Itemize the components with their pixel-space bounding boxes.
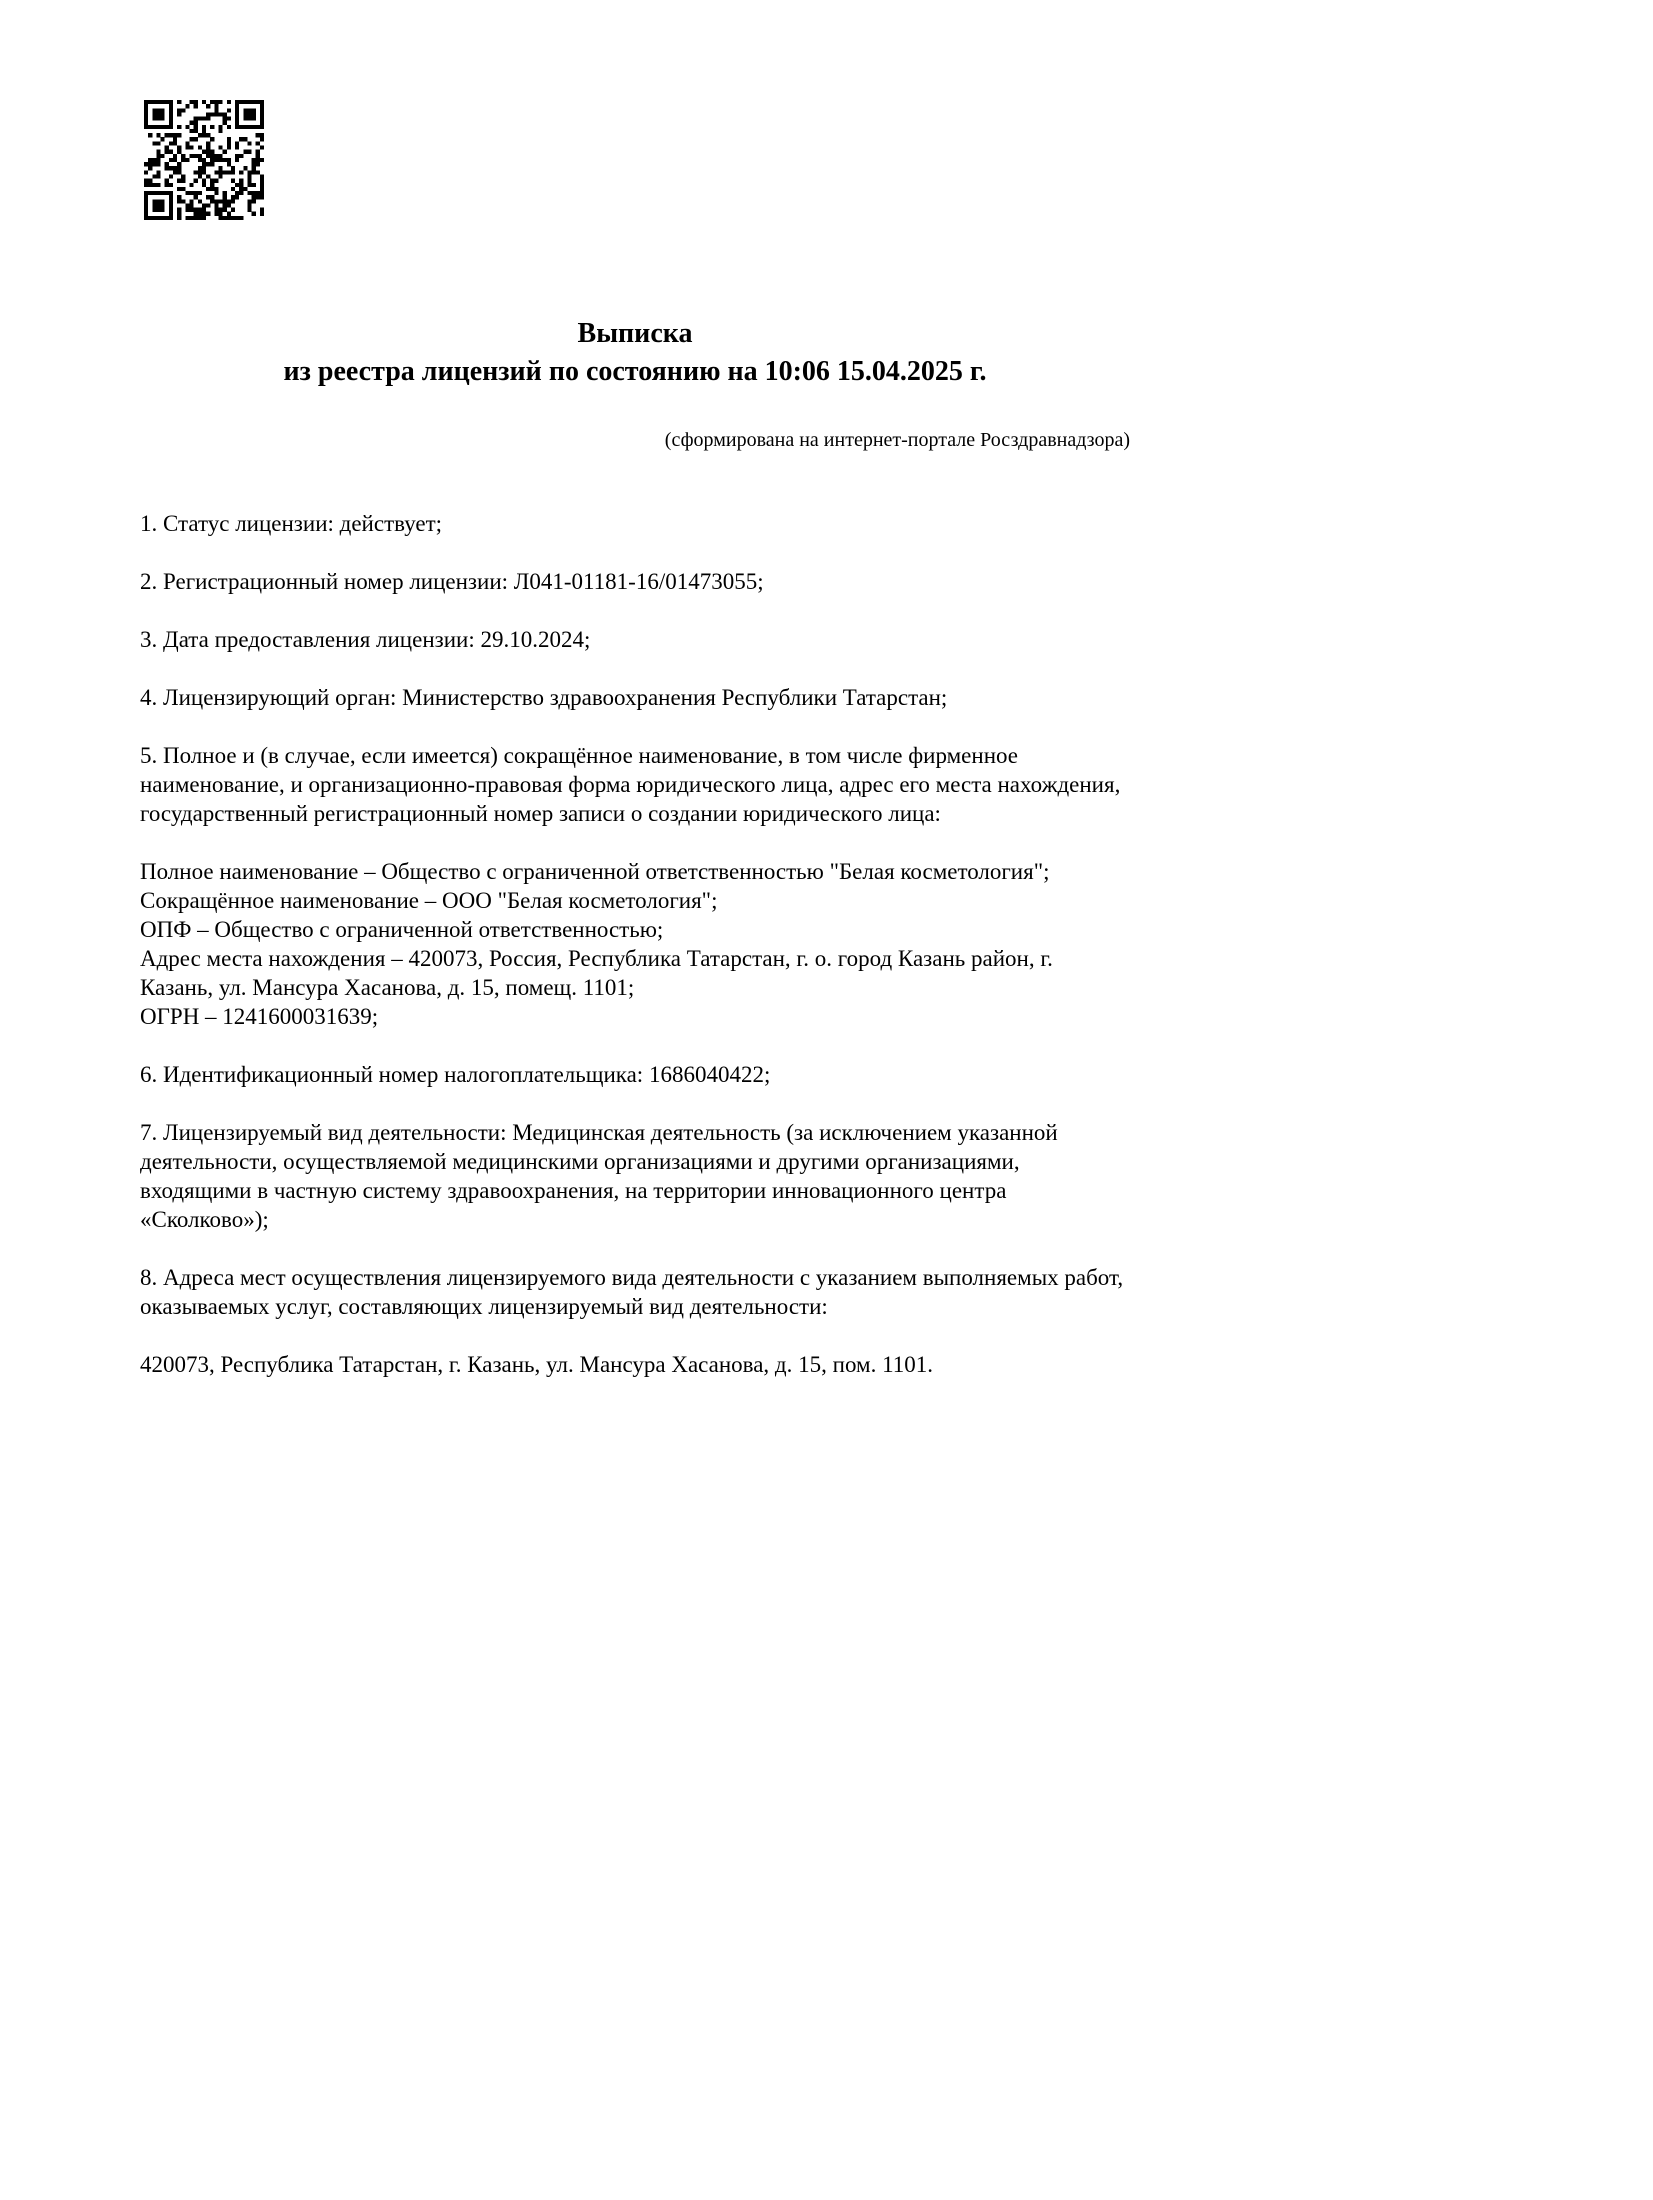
clause8-heading: 8. Адреса мест осуществления лицензируемого вида деятельности с указанием выполняемых работ, оказываемых услуг, составляющих лицензируемый вид деятельности: <box>140 1265 1124 1319</box>
ogrn-line: ОГРН – 1241600031639; <box>140 1004 379 1029</box>
full-name-line: Полное наименование – Общество с ограниченной ответственностью "Белая косметология"; <box>140 859 1050 884</box>
status-line: 1. Статус лицензии: действует; <box>140 511 443 536</box>
short-name-line: Сокращённое наименование – ООО "Белая косметология"; <box>140 888 718 913</box>
document-content <box>140 0 1130 1408</box>
address-line: Адрес места нахождения – 420073, Россия, Республика Татарстан, г. о. город Казань район, г. Казань, ул. Мансура Хасанова, д. 15, помещ. 1101; <box>140 946 1053 1000</box>
document-title-line2: из реестра лицензий по состоянию на 10:06 15.04.2025 г. <box>283 356 987 387</box>
opf-line: ОПФ – Общество с ограниченной ответственностью; <box>140 917 664 942</box>
document-subtitle: (сформирована на интернет-портале Росздравнадзора) <box>664 429 1130 451</box>
document-title <box>140 315 1130 391</box>
reg-number-line: 2. Регистрационный номер лицензии: Л041-01181-16/01473055; <box>140 569 764 594</box>
qr-code-icon <box>144 100 264 220</box>
activity-address-line: 420073, Республика Татарстан, г. Казань, ул. Мансура Хасанова, д. 15, пом. 1101. <box>140 1352 933 1377</box>
qr-code <box>144 100 264 220</box>
authority-line: 4. Лицензирующий орган: Министерство здравоохранения Республики Татарстан; <box>140 685 948 710</box>
activity-line: 7. Лицензируемый вид деятельности: Медицинская деятельность (за исключением указанной деятельности, осуществляемой медицинскими организациями и другими организациями, входящими в частную систему здравоохранения, на территории инновационного центра «Сколково»); <box>140 1120 1058 1232</box>
document-title-line1: Выписка <box>577 318 693 349</box>
clause5-heading: 5. Полное и (в случае, если имеется) сокращённое наименование, в том числе фирменное наименование, и организационно-правовая форма юридического лица, адрес его места нахождения, государственный регистрационный номер записи о создании юридического лица: <box>140 743 1121 826</box>
inn-line: 6. Идентификационный номер налогоплательщика: 1686040422; <box>140 1062 771 1087</box>
grant-date-line: 3. Дата предоставления лицензии: 29.10.2024; <box>140 627 591 652</box>
document-body <box>140 509 1130 1379</box>
